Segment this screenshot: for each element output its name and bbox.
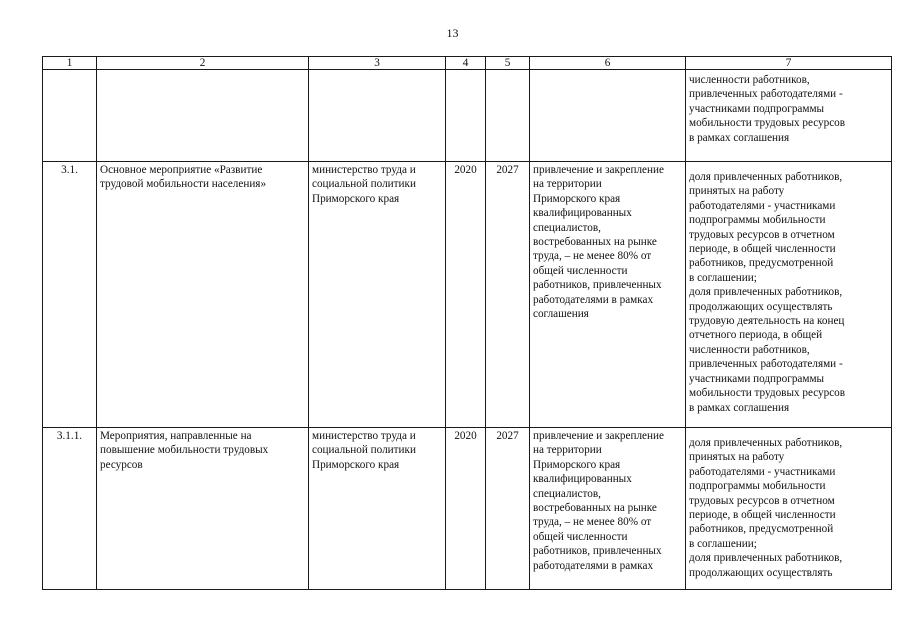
program-table [42, 56, 892, 590]
column-header: 1 [43, 57, 97, 70]
measure-name [97, 70, 309, 162]
row-number [43, 70, 97, 162]
table-row [43, 70, 892, 162]
indicator: доля привлеченных работников, принятых на работу работодателями - участниками подпрограммы мобильности трудовых ресурсов в отчетном периоде, в общей численности работников, предусмотренной в соглашении; доля привлеченных работников, продолжающих осуществлять [686, 428, 892, 590]
executor: министерство труда и социальной политики Приморского края [309, 162, 446, 428]
header-row [43, 57, 892, 70]
column-header: 7 [686, 57, 892, 70]
start-year: 2020 [446, 162, 486, 428]
table-row [43, 428, 892, 590]
column-header: 3 [309, 57, 446, 70]
end-year: 2027 [486, 428, 530, 590]
expected-result: привлечение и закрепление на территории Приморского края квалифицированных специалистов, востребованных на рынке труда, – не менее 80% от общей численности работников, привлеченных работодателями в рамках [530, 428, 686, 590]
start-year [446, 70, 486, 162]
measure-name: Основное мероприятие «Развитие трудовой мобильности населения» [97, 162, 309, 428]
indicator: доля привлеченных работников, принятых на работу работодателями - участниками подпрограммы мобильности трудовых ресурсов в отчетном периоде, в общей численности работников, предусмотренной в соглашении; доля привлеченных работников, продолжающих осуществлять трудовую деятельность на конец отчетного периода, в общей численности работников, привлеченных работодателями - участниками подпрограммы мобильности трудовых ресурсов в рамках соглашения [686, 162, 892, 428]
column-header: 2 [97, 57, 309, 70]
executor: министерство труда и социальной политики Приморского края [309, 428, 446, 590]
start-year: 2020 [446, 428, 486, 590]
row-number: 3.1.1. [43, 428, 97, 590]
end-year [486, 70, 530, 162]
row-number: 3.1. [43, 162, 97, 428]
measure-name: Мероприятия, направленные на повышение мобильности трудовых ресурсов [97, 428, 309, 590]
page-number: 13 [446, 26, 459, 40]
column-header: 5 [486, 57, 530, 70]
column-header: 6 [530, 57, 686, 70]
table-row [43, 162, 892, 428]
expected-result [530, 70, 686, 162]
column-header: 4 [446, 57, 486, 70]
expected-result: привлечение и закрепление на территории Приморского края квалифицированных специалистов, востребованных на рынке труда, – не менее 80% от общей численности работников, привлеченных работодателями в рамках соглашения [530, 162, 686, 428]
end-year: 2027 [486, 162, 530, 428]
executor [309, 70, 446, 162]
indicator: численности работников, привлеченных работодателями - участниками подпрограммы мобильности трудовых ресурсов в рамках соглашения [686, 70, 892, 162]
